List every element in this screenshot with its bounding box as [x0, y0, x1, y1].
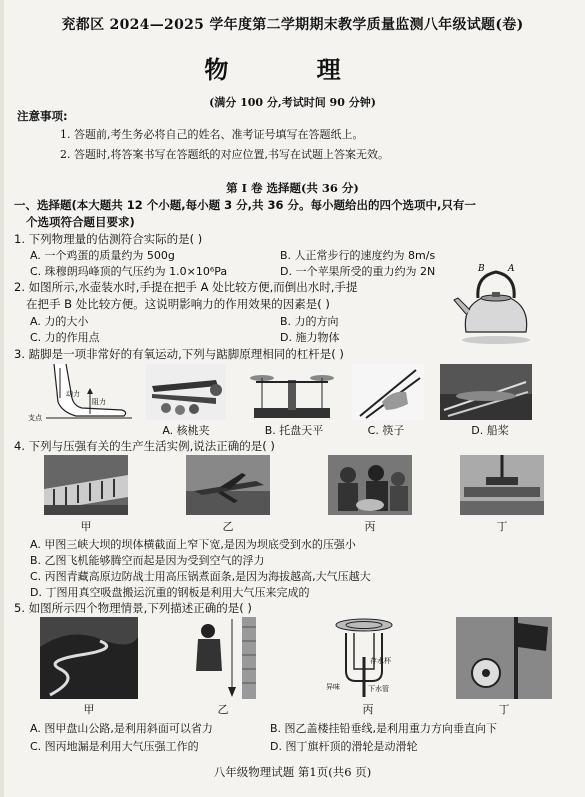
q4-caption-jia: 甲 [80, 520, 92, 533]
mountain-road-photo [40, 617, 138, 699]
q2-option-b: B. 力的方向 [280, 315, 339, 328]
q4-option-c: C. 丙图青藏高原边防战士用高压锅煮面条,是因为海拔越高,大气压越大 [30, 570, 371, 583]
q1-option-b: B. 人正常步行的速度约为 8m/s [280, 249, 436, 262]
q1-option-c: C. 珠穆朗玛峰顶的气压约为 1.0×10⁶Pa [30, 265, 228, 278]
tiptoe-label-fulcrum: 支点 [28, 414, 42, 422]
tiptoe-figure [26, 362, 134, 424]
q3-stem: 3. 踮脚是一项非常好的有氧运动,下列与踮脚原理相同的杠杆是( ) [14, 347, 344, 361]
q3-option-b: B. 托盘天平 [264, 424, 324, 437]
drain-label-cup: 存水杯 [370, 657, 391, 665]
q4-caption-bing: 丙 [364, 520, 376, 533]
kettle-label-a: A [508, 264, 515, 274]
q2-option-c: C. 力的作用点 [30, 331, 100, 344]
oar-figure [440, 364, 532, 420]
kettle-label-b: B [478, 264, 485, 274]
q3-option-a: A. 核桃夹 [162, 424, 210, 437]
section-title: 第 I 卷 选择题(共 36 分) [226, 181, 359, 195]
subject-title: 物 理 [204, 55, 381, 84]
q2-option-d: D. 施力物体 [280, 331, 340, 344]
q2-stem-line2: 在把手 B 处比较方便。这说明影响力的作用效果的因素是( ) [26, 297, 330, 311]
kettle-figure [452, 262, 542, 346]
q5-option-b: B. 图乙盖楼挂铅垂线,是利用重力方向垂直向下 [270, 722, 498, 735]
q2-stem-line1: 2. 如图所示,水壶装水时,手提在把手 A 处比较方便,而倒出水时,手提 [14, 280, 358, 294]
q5-stem: 5. 如图所示四个物理情景,下列描述正确的是( ) [14, 601, 252, 615]
drain-label-odor: 异味 [326, 683, 340, 691]
exam-info: (满分 100 分,考试时间 90 分钟) [209, 96, 376, 109]
q5-caption-ding: 丁 [498, 703, 510, 716]
notice-item-1: 1. 答题前,考生务必将自己的姓名、准考证号填写在答题纸上。 [60, 128, 364, 141]
q4-caption-yi: 乙 [222, 520, 234, 533]
plumb-line-figure [188, 617, 258, 699]
notice-item-2: 2. 答题时,将答案书写在答题纸的对应位置,书写在试题上答案无效。 [60, 148, 389, 161]
page-footer: 八年级物理试题 第1页(共6 页) [213, 765, 372, 779]
tiptoe-label-force: 动力 [66, 390, 80, 398]
q1-option-d: D. 一个苹果所受的重力约为 2N [280, 265, 436, 278]
vacuum-lifter-photo [460, 455, 544, 515]
flagpole-photo [456, 617, 552, 699]
q4-option-d: D. 丁图用真空吸盘搬运沉重的钢板是利用大气压来完成的 [30, 586, 310, 599]
tiptoe-label-resistance: 阻力 [92, 398, 106, 406]
q4-option-a: A. 甲图三峡大坝的坝体横截面上窄下宽,是因为坝底受到水的压强小 [30, 538, 356, 551]
q5-option-a: A. 图甲盘山公路,是利用斜面可以省力 [30, 722, 213, 735]
q5-caption-jia: 甲 [83, 703, 95, 716]
part-instructions-line2: 个选项符合题目要求) [26, 215, 135, 229]
q4-caption-ding: 丁 [496, 520, 508, 533]
exam-title: 兖都区 2024—2025 学年度第二学期期末教学质量监测八年级试题(卷) [61, 17, 524, 33]
q5-caption-yi: 乙 [217, 703, 229, 716]
q5-option-d: D. 图丁旗杆顶的滑轮是动滑轮 [270, 740, 418, 753]
part-instructions-line1: 一、选择题(本大题共 12 个小题,每小题 3 分,共 36 分。每小题给出的四个选项中,只有一 [14, 198, 476, 212]
q5-option-c: C. 图丙地漏是利用大气压强工作的 [30, 740, 199, 753]
q4-stem: 4. 下列与压强有关的生产生活实例,说法正确的是( ) [14, 439, 275, 453]
chopsticks-figure [352, 364, 424, 420]
nutcracker-figure [146, 364, 226, 420]
q4-option-b: B. 乙图飞机能够腾空而起是因为受到空气的浮力 [30, 554, 265, 567]
q3-option-d: D. 船桨 [471, 424, 509, 437]
q3-option-c: C. 筷子 [367, 424, 405, 437]
page-edge-shadow [0, 0, 4, 797]
q2-option-a: A. 力的大小 [30, 315, 89, 328]
drain-label-pipe: 下水管 [368, 685, 389, 693]
q1-stem: 1. 下列物理量的估测符合实际的是( ) [14, 232, 203, 246]
floor-drain-figure [322, 617, 418, 699]
airplane-photo [186, 455, 270, 515]
balance-figure [246, 362, 338, 422]
q1-option-a: A. 一个鸡蛋的质量约为 500g [30, 249, 175, 262]
soldiers-photo [328, 455, 412, 515]
dam-photo [44, 455, 128, 515]
notice-heading: 注意事项: [17, 109, 68, 123]
q5-caption-bing: 丙 [362, 703, 374, 716]
